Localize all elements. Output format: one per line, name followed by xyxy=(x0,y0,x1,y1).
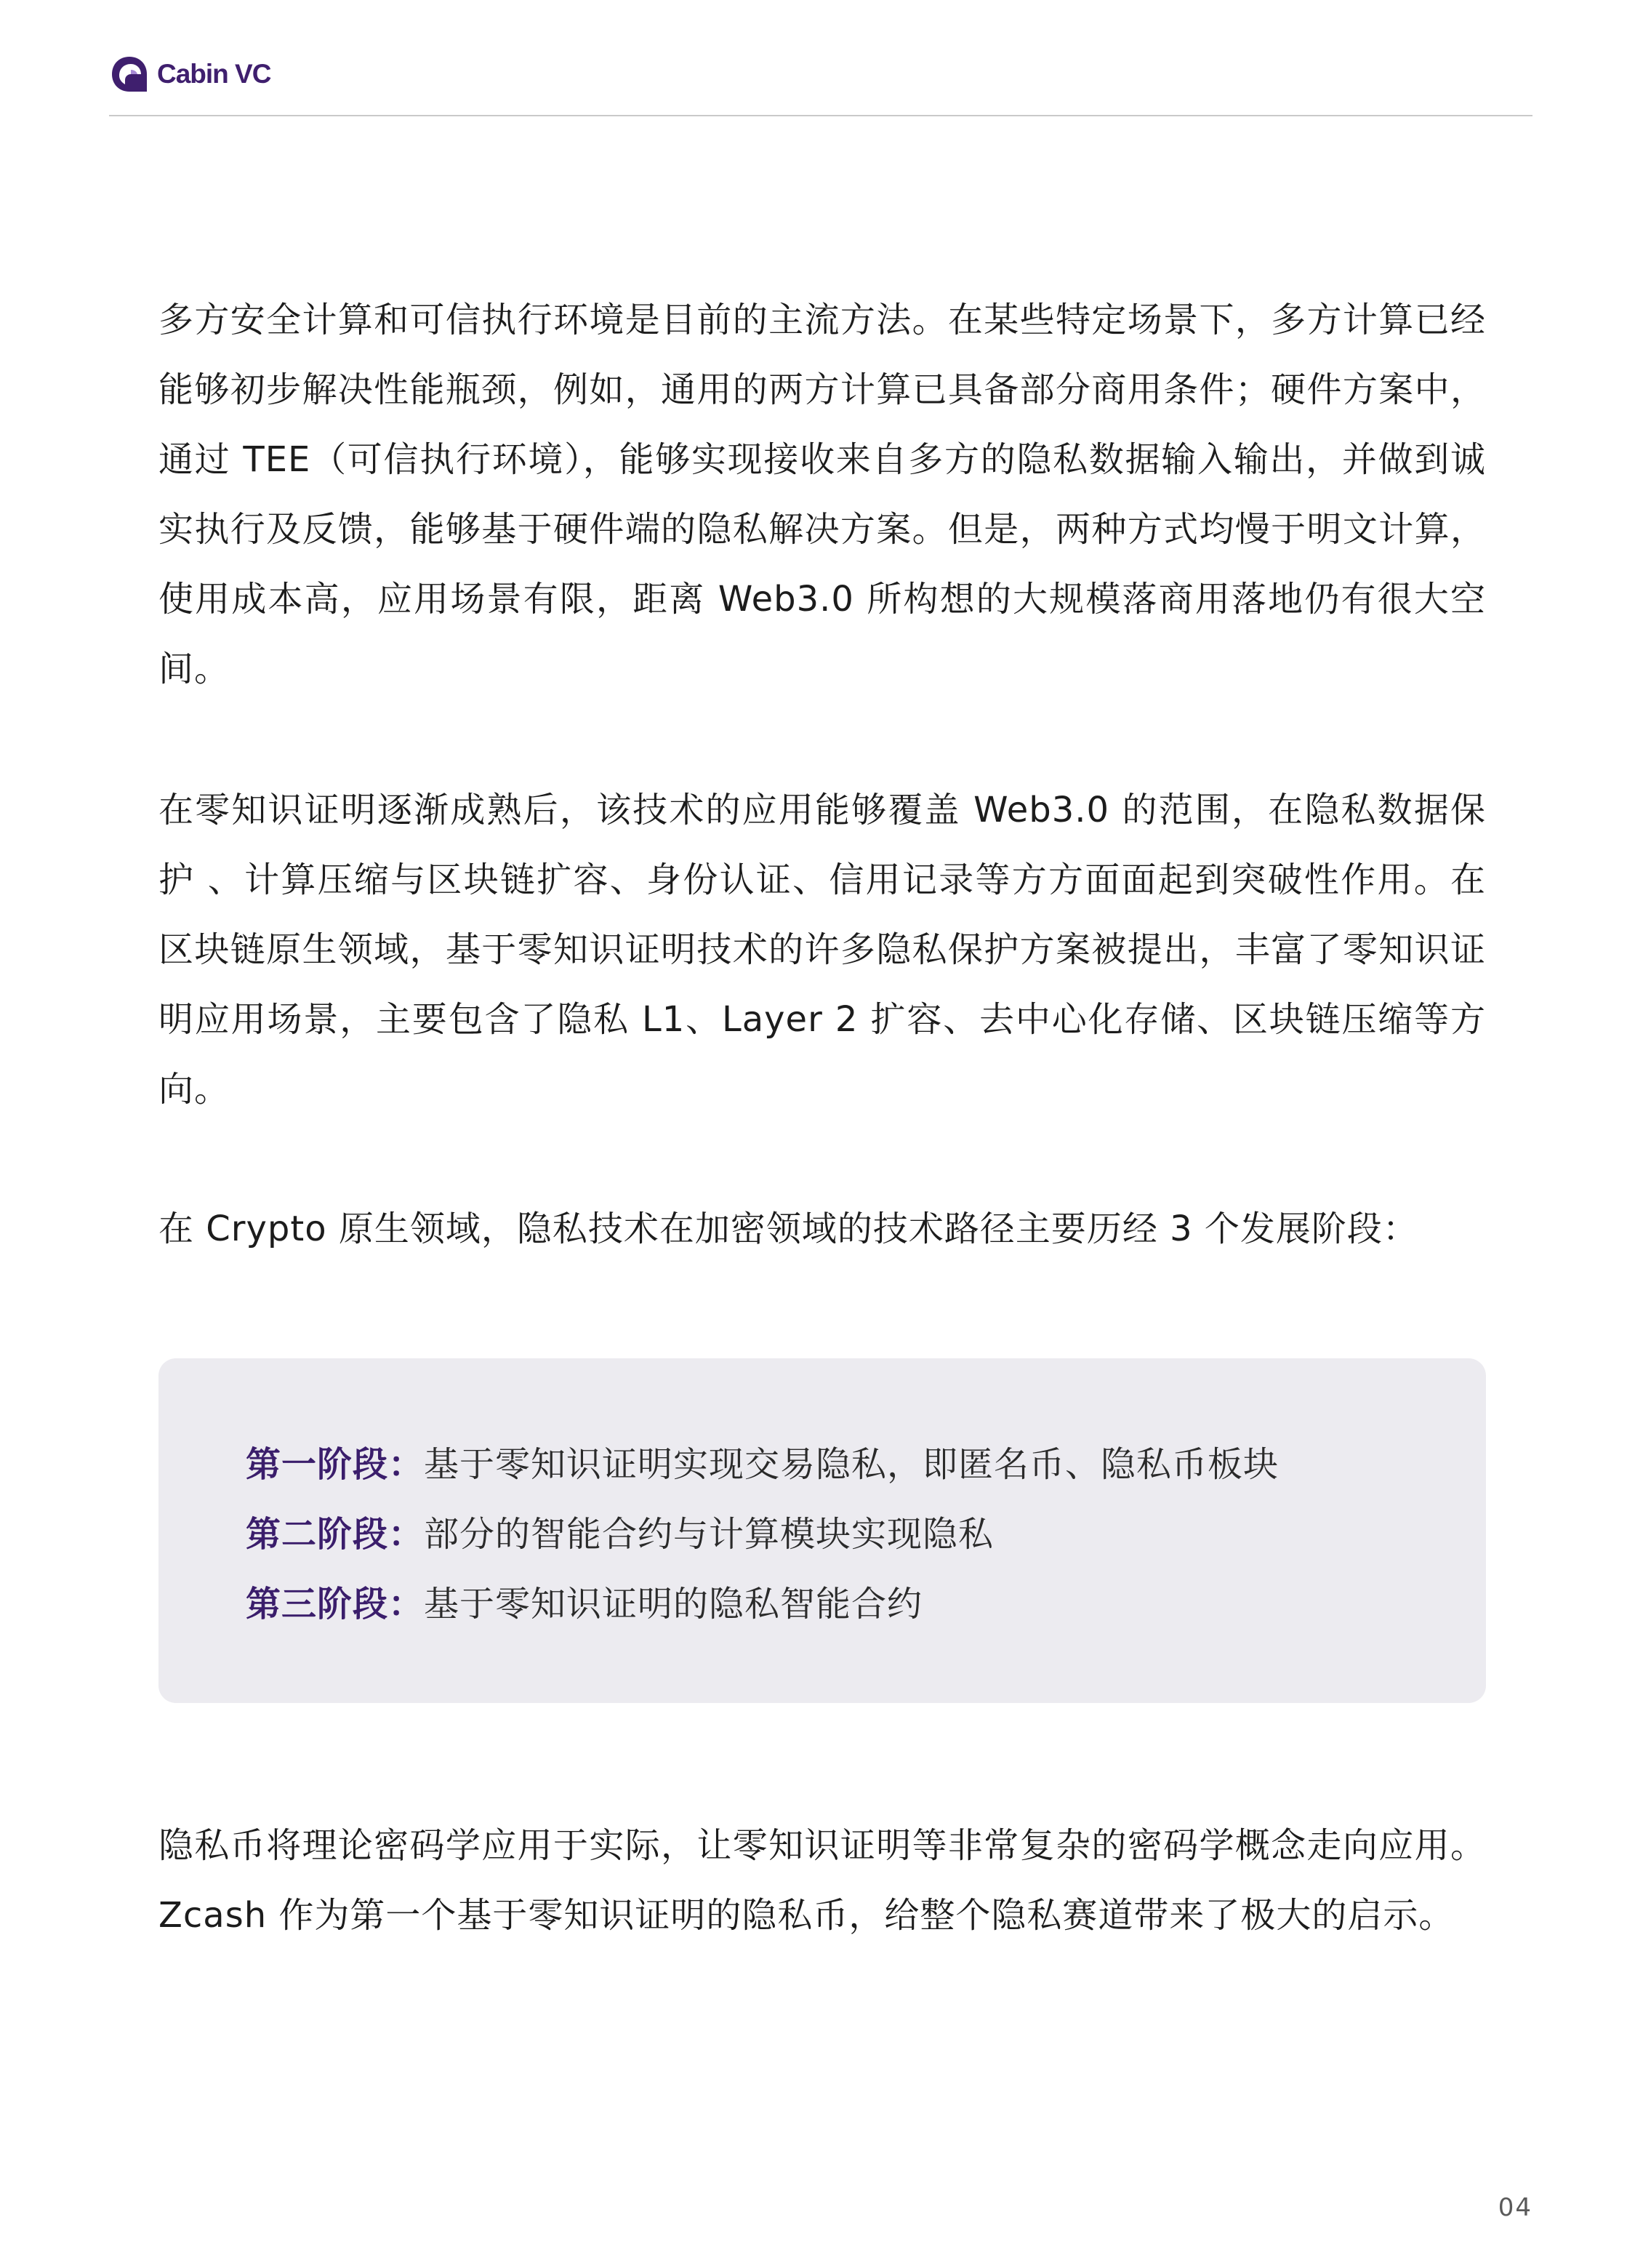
stages-callout xyxy=(158,1358,1486,1703)
stage-item xyxy=(246,1430,1279,1499)
stage-label: 第一阶段： xyxy=(246,1444,425,1485)
stage-label: 第二阶段： xyxy=(246,1514,425,1555)
paragraph-mpc-tee: 多方安全计算和可信执行环境是目前的主流方法。在某些特定场景下，多方计算已经能够初步解决性能瓶颈，例如，通用的两方计算已具备部分商用条件；硬件方案中，通过 TEE（可信执行环境），能够实现接收来自多方的隐私数据输入输出，并做到诚实执行及反馈，能够基于硬件端的隐私解决方案。但是，两种方式均慢于明文计算，使用成本高，应用场景有限，距离 Web3.0 所构想的大规模落商用落地仍有很大空间。 xyxy=(158,300,1486,689)
paragraph-zk-applications: 在零知识证明逐渐成熟后，该技术的应用能够覆盖 Web3.0 的范围，在隐私数据保护 、计算压缩与区块链扩容、身份认证、信用记录等方方面面起到突破性作用。在区块链原生领域，基于零知识证明技术的许多隐私保护方案被提出，丰富了零知识证明应用场景，主要包含了隐私 L1、Layer 2 扩容、去中心化存储、区块链压缩等方向。 xyxy=(158,790,1486,1110)
stage-item xyxy=(246,1499,1279,1569)
stage-text: 基于零知识证明实现交易隐私，即匿名币、隐私币板块 xyxy=(424,1444,1280,1485)
stage-text: 基于零知识证明的隐私智能合约 xyxy=(424,1584,923,1624)
stages-list xyxy=(246,1430,1279,1639)
brand-logo xyxy=(109,54,270,95)
stage-text: 部分的智能合约与计算模块实现隐私 xyxy=(424,1514,995,1555)
page-header xyxy=(109,52,1532,116)
brand-name: Cabin VC xyxy=(157,59,271,89)
paragraph-crypto-stages-intro: 在 Crypto 原生领域，隐私技术在加密领域的技术路径主要历经 3 个发展阶段： xyxy=(158,1209,1418,1249)
cabin-logo-icon xyxy=(109,54,150,95)
stage-item xyxy=(246,1569,1279,1639)
paragraph-privacy-coins: 隐私币将理论密码学应用于实际，让零知识证明等非常复杂的密码学概念走向应用。Zcash 作为第一个基于零知识证明的隐私币，给整个隐私赛道带来了极大的启示。 xyxy=(158,1825,1486,1936)
stage-label: 第三阶段： xyxy=(246,1584,425,1624)
page-number: 04 xyxy=(1498,2193,1532,2222)
